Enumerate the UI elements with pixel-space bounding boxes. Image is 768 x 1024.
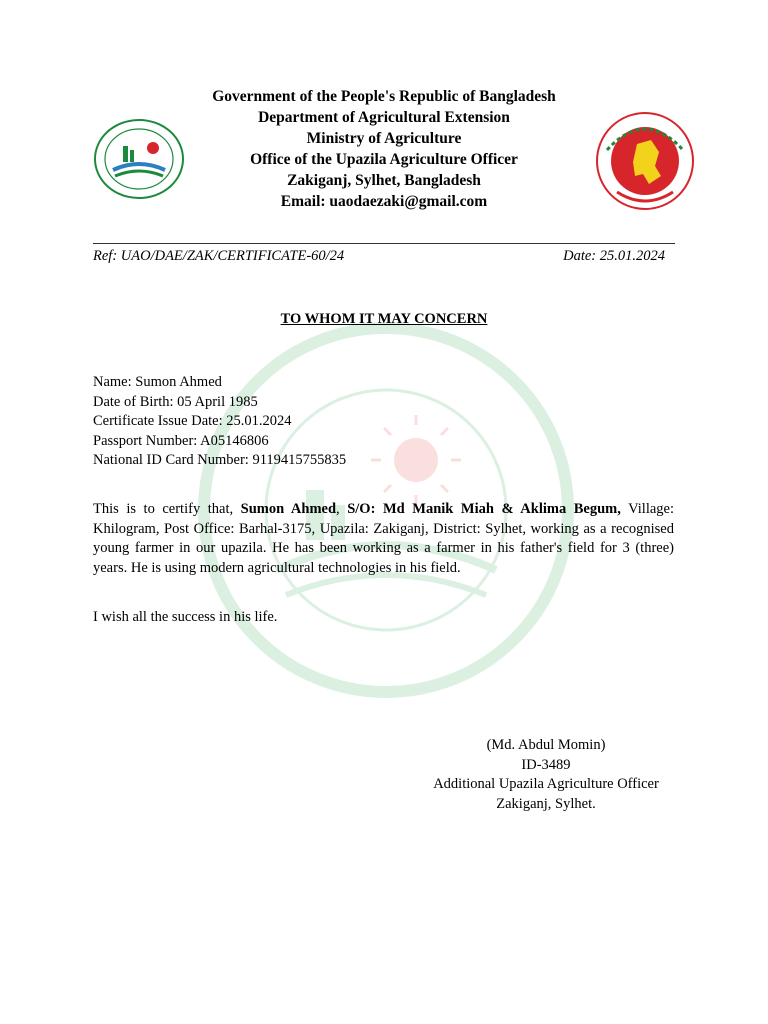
detail-name: Name: Sumon Ahmed — [93, 374, 222, 390]
body-parents: S/O: Md Manik Miah & Aklima Begum, — [347, 501, 621, 517]
signatory-location: Zakiganj, Sylhet. — [496, 795, 596, 812]
issue-date: Date: 25.01.2024 — [563, 248, 665, 264]
closing-line: I wish all the success in his life. — [93, 609, 278, 625]
detail-passport: Passport Number: A05146806 — [93, 432, 269, 449]
office-title: Office of the Upazila Agriculture Officer — [250, 151, 518, 168]
body-rest: Village: Khilogram, Post Office: Barhal-3175, Upazila: Zakiganj, District: Sylhet, working as a recognised young farmer in our upazila. He has been working as a farmer in his father's field for 3 (three) years. He is using modern agricultural technologies in his field. — [93, 501, 675, 576]
signature-block — [396, 736, 696, 814]
ministry-title: Ministry of Agriculture — [306, 130, 462, 147]
detail-dob: Date of Birth: 05 April 1985 — [93, 393, 258, 410]
signatory-name: (Md. Abdul Momin) — [486, 737, 606, 753]
detail-issue-date: Certificate Issue Date: 25.01.2024 — [93, 413, 292, 429]
office-address: Zakiganj, Sylhet, Bangladesh — [287, 172, 481, 189]
body-name: Sumon Ahmed — [240, 501, 337, 517]
personal-details — [93, 373, 346, 471]
office-email: Email: uaodaezaki@gmail.com — [280, 193, 488, 210]
letterhead — [180, 86, 588, 212]
signatory-designation: Additional Upazila Agriculture Officer — [433, 776, 659, 792]
certification-paragraph — [93, 500, 674, 578]
body-separator: , — [336, 501, 348, 517]
body-intro: This is to certify that, — [93, 501, 241, 517]
government-seal-icon — [593, 110, 697, 212]
letter-heading: TO WHOM IT MAY CONCERN — [280, 311, 488, 327]
header-divider — [93, 243, 675, 244]
government-title: Government of the People's Republic of Bangladesh — [212, 88, 556, 105]
detail-nid: National ID Card Number: 9119415755835 — [93, 452, 347, 468]
reference-number: Ref: UAO/DAE/ZAK/CERTIFICATE-60/24 — [93, 248, 345, 264]
dae-emblem-icon — [93, 118, 185, 200]
signatory-id: ID-3489 — [521, 756, 571, 773]
department-title: Department of Agricultural Extension — [258, 109, 510, 126]
